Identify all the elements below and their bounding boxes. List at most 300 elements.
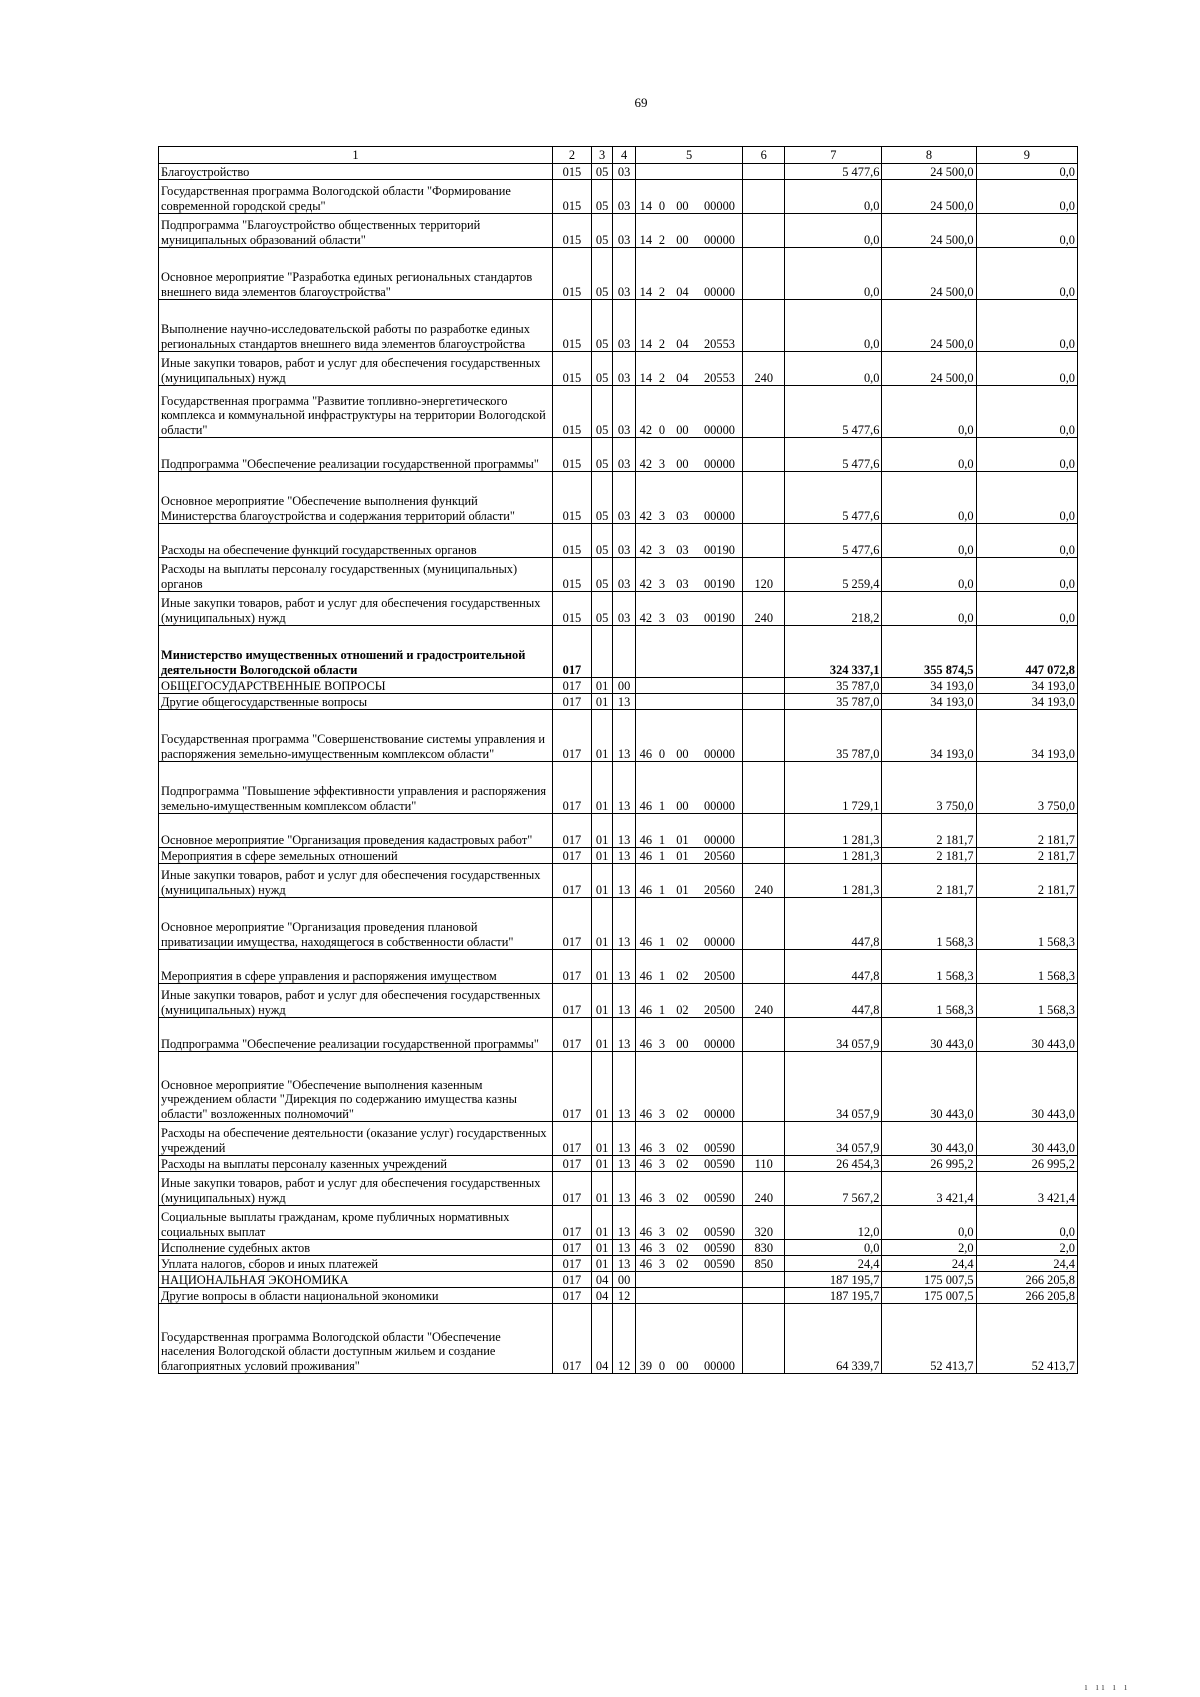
c-vr xyxy=(743,1304,785,1374)
c-amount-1: 35 787,0 xyxy=(785,678,882,694)
c-name: Государственная программа "Совершенствование системы управления и распоряжения земельно-имущественным комплексом области" xyxy=(159,710,553,762)
c-csr-subprogram: 3 xyxy=(656,1156,668,1172)
c-rz: 01 xyxy=(591,898,612,950)
c-amount-1: 447,8 xyxy=(785,898,882,950)
c-amount-1: 187 195,7 xyxy=(785,1288,882,1304)
c-csr-event: 02 xyxy=(668,1122,697,1156)
c-pr: 03 xyxy=(613,214,636,248)
table-row xyxy=(159,1256,1078,1272)
table-row xyxy=(159,1018,1078,1052)
c-amount-3: 447 072,8 xyxy=(976,626,1077,678)
c-csr-program: 46 xyxy=(635,762,655,814)
c-amount-2: 24 500,0 xyxy=(882,180,976,214)
c-amount-2: 0,0 xyxy=(882,472,976,524)
c-amount-3: 2,0 xyxy=(976,1240,1077,1256)
c-csr-program xyxy=(635,626,655,678)
c-amount-2: 175 007,5 xyxy=(882,1288,976,1304)
c-csr-event: 02 xyxy=(668,984,697,1018)
c-ved: 015 xyxy=(552,592,591,626)
c-csr-subprogram: 3 xyxy=(656,1172,668,1206)
c-csr-program: 46 xyxy=(635,1018,655,1052)
c-ved: 017 xyxy=(552,1172,591,1206)
header-col-6: 6 xyxy=(743,147,785,164)
c-amount-2: 30 443,0 xyxy=(882,1122,976,1156)
c-amount-3: 0,0 xyxy=(976,558,1077,592)
c-ved: 017 xyxy=(552,1272,591,1288)
c-csr-program xyxy=(635,1272,655,1288)
c-csr-subprogram: 2 xyxy=(656,248,668,300)
c-rz: 01 xyxy=(591,1256,612,1272)
table-row xyxy=(159,1052,1078,1122)
c-ved: 017 xyxy=(552,1018,591,1052)
c-rz: 04 xyxy=(591,1272,612,1288)
c-csr-program xyxy=(635,1288,655,1304)
table-row xyxy=(159,626,1078,678)
c-vr xyxy=(743,848,785,864)
table-row xyxy=(159,180,1078,214)
c-amount-1: 5 477,6 xyxy=(785,386,882,438)
c-ved: 015 xyxy=(552,248,591,300)
table-row xyxy=(159,164,1078,180)
c-vr: 320 xyxy=(743,1206,785,1240)
c-csr-direction: 20553 xyxy=(697,300,743,352)
header-col-9: 9 xyxy=(976,147,1077,164)
c-amount-2: 2 181,7 xyxy=(882,814,976,848)
c-ved: 017 xyxy=(552,898,591,950)
c-name: Выполнение научно-исследовательской работы по разработке единых региональных стандартов внешнего вида элементов благоустройства xyxy=(159,300,553,352)
c-rz xyxy=(591,626,612,678)
c-csr-event: 00 xyxy=(668,1018,697,1052)
c-name: Государственная программа Вологодской области "Обеспечение населения Вологодской области доступным жильем и создание благоприятных условий проживания" xyxy=(159,1304,553,1374)
c-pr: 03 xyxy=(613,558,636,592)
c-vr xyxy=(743,710,785,762)
c-name: Иные закупки товаров, работ и услуг для обеспечения государственных (муниципальных) нужд xyxy=(159,592,553,626)
c-ved: 017 xyxy=(552,762,591,814)
c-amount-2: 1 568,3 xyxy=(882,898,976,950)
c-csr-event: 01 xyxy=(668,864,697,898)
c-vr xyxy=(743,898,785,950)
c-pr: 03 xyxy=(613,248,636,300)
c-vr: 850 xyxy=(743,1256,785,1272)
header-col-1: 1 xyxy=(159,147,553,164)
c-vr: 240 xyxy=(743,1172,785,1206)
c-name: НАЦИОНАЛЬНАЯ ЭКОНОМИКА xyxy=(159,1272,553,1288)
c-csr-direction: 00590 xyxy=(697,1206,743,1240)
c-csr-event: 02 xyxy=(668,1172,697,1206)
c-amount-2: 355 874,5 xyxy=(882,626,976,678)
c-pr: 12 xyxy=(613,1288,636,1304)
c-ved: 015 xyxy=(552,180,591,214)
table-row xyxy=(159,864,1078,898)
table-row xyxy=(159,762,1078,814)
c-amount-2: 2,0 xyxy=(882,1240,976,1256)
table-row xyxy=(159,300,1078,352)
c-ved: 017 xyxy=(552,1052,591,1122)
c-rz: 01 xyxy=(591,984,612,1018)
c-csr-direction: 00590 xyxy=(697,1122,743,1156)
c-amount-1: 0,0 xyxy=(785,180,882,214)
budget-table xyxy=(158,146,1078,1374)
c-csr-subprogram: 1 xyxy=(656,814,668,848)
c-csr-program: 42 xyxy=(635,438,655,472)
c-csr-event xyxy=(668,626,697,678)
c-csr-event xyxy=(668,694,697,710)
c-amount-2: 26 995,2 xyxy=(882,1156,976,1172)
c-pr: 13 xyxy=(613,762,636,814)
table-row xyxy=(159,524,1078,558)
c-ved: 015 xyxy=(552,558,591,592)
c-csr-program: 42 xyxy=(635,472,655,524)
c-csr-subprogram: 2 xyxy=(656,214,668,248)
c-csr-subprogram: 3 xyxy=(656,1240,668,1256)
c-csr-subprogram: 3 xyxy=(656,1052,668,1122)
c-vr xyxy=(743,300,785,352)
c-amount-2: 2 181,7 xyxy=(882,848,976,864)
c-csr-event xyxy=(668,1272,697,1288)
c-name: Основное мероприятие "Разработка единых региональных стандартов внешнего вида элементов благоустройства" xyxy=(159,248,553,300)
c-ved: 017 xyxy=(552,1256,591,1272)
c-vr: 240 xyxy=(743,864,785,898)
c-amount-1: 34 057,9 xyxy=(785,1052,882,1122)
c-name: Основное мероприятие "Организация проведения плановой приватизации имущества, находящегося в собственности области" xyxy=(159,898,553,950)
c-csr-direction: 00590 xyxy=(697,1256,743,1272)
c-amount-1: 26 454,3 xyxy=(785,1156,882,1172)
c-ved: 017 xyxy=(552,710,591,762)
table-row xyxy=(159,214,1078,248)
c-name: Благоустройство xyxy=(159,164,553,180)
table-row xyxy=(159,592,1078,626)
c-amount-3: 1 568,3 xyxy=(976,950,1077,984)
c-name: Подпрограмма "Благоустройство общественных территорий муниципальных образований области" xyxy=(159,214,553,248)
c-amount-2: 24 500,0 xyxy=(882,164,976,180)
c-amount-1: 5 477,6 xyxy=(785,524,882,558)
c-pr: 13 xyxy=(613,950,636,984)
c-amount-3: 30 443,0 xyxy=(976,1052,1077,1122)
c-amount-1: 1 281,3 xyxy=(785,814,882,848)
c-amount-3: 0,0 xyxy=(976,214,1077,248)
c-amount-3: 30 443,0 xyxy=(976,1018,1077,1052)
c-pr xyxy=(613,626,636,678)
c-amount-3: 0,0 xyxy=(976,472,1077,524)
c-amount-3: 2 181,7 xyxy=(976,814,1077,848)
c-rz: 04 xyxy=(591,1304,612,1374)
c-pr: 13 xyxy=(613,1172,636,1206)
c-vr xyxy=(743,438,785,472)
c-csr-event: 04 xyxy=(668,352,697,386)
c-csr-program: 46 xyxy=(635,864,655,898)
c-amount-3: 0,0 xyxy=(976,180,1077,214)
c-rz: 05 xyxy=(591,164,612,180)
c-rz: 05 xyxy=(591,524,612,558)
c-vr: 830 xyxy=(743,1240,785,1256)
c-amount-2: 175 007,5 xyxy=(882,1272,976,1288)
c-pr: 13 xyxy=(613,1206,636,1240)
c-csr-event: 03 xyxy=(668,592,697,626)
c-vr: 240 xyxy=(743,592,785,626)
c-name: Расходы на обеспечение деятельности (оказание услуг) государственных учреждений xyxy=(159,1122,553,1156)
c-amount-2: 34 193,0 xyxy=(882,678,976,694)
c-name: Подпрограмма "Обеспечение реализации государственной программы" xyxy=(159,1018,553,1052)
c-vr xyxy=(743,164,785,180)
c-amount-1: 24,4 xyxy=(785,1256,882,1272)
c-vr xyxy=(743,524,785,558)
c-amount-3: 52 413,7 xyxy=(976,1304,1077,1374)
header-col-7: 7 xyxy=(785,147,882,164)
c-csr-direction: 00000 xyxy=(697,180,743,214)
c-vr xyxy=(743,1052,785,1122)
c-amount-3: 0,0 xyxy=(976,386,1077,438)
c-csr-direction: 00590 xyxy=(697,1156,743,1172)
c-name: Исполнение судебных актов xyxy=(159,1240,553,1256)
c-ved: 015 xyxy=(552,164,591,180)
c-ved: 017 xyxy=(552,984,591,1018)
c-amount-1: 1 281,3 xyxy=(785,848,882,864)
c-ved: 015 xyxy=(552,300,591,352)
c-csr-subprogram: 1 xyxy=(656,898,668,950)
c-amount-2: 1 568,3 xyxy=(882,950,976,984)
c-csr-program: 46 xyxy=(635,1172,655,1206)
c-csr-subprogram xyxy=(656,678,668,694)
header-col-3: 3 xyxy=(591,147,612,164)
c-amount-1: 12,0 xyxy=(785,1206,882,1240)
table-row xyxy=(159,352,1078,386)
c-rz: 01 xyxy=(591,710,612,762)
c-amount-1: 447,8 xyxy=(785,950,882,984)
c-pr: 13 xyxy=(613,1018,636,1052)
table-row xyxy=(159,1172,1078,1206)
c-vr xyxy=(743,180,785,214)
c-ved: 015 xyxy=(552,524,591,558)
c-rz: 01 xyxy=(591,848,612,864)
c-amount-3: 1 568,3 xyxy=(976,898,1077,950)
c-amount-1: 35 787,0 xyxy=(785,694,882,710)
c-csr-subprogram: 2 xyxy=(656,352,668,386)
c-csr-direction: 00000 xyxy=(697,214,743,248)
c-rz: 01 xyxy=(591,864,612,898)
c-rz: 01 xyxy=(591,1052,612,1122)
c-amount-3: 3 750,0 xyxy=(976,762,1077,814)
c-vr xyxy=(743,626,785,678)
table-row xyxy=(159,1272,1078,1288)
c-csr-subprogram xyxy=(656,626,668,678)
c-name: Уплата налогов, сборов и иных платежей xyxy=(159,1256,553,1272)
c-csr-direction: 00000 xyxy=(697,814,743,848)
c-csr-program: 14 xyxy=(635,300,655,352)
c-csr-direction xyxy=(697,1272,743,1288)
header-col-2: 2 xyxy=(552,147,591,164)
c-csr-event: 02 xyxy=(668,898,697,950)
c-amount-2: 0,0 xyxy=(882,386,976,438)
c-csr-direction: 00000 xyxy=(697,472,743,524)
c-csr-direction: 20560 xyxy=(697,864,743,898)
c-rz: 05 xyxy=(591,558,612,592)
c-csr-direction: 20500 xyxy=(697,984,743,1018)
c-amount-2: 34 193,0 xyxy=(882,710,976,762)
c-pr: 13 xyxy=(613,984,636,1018)
c-vr xyxy=(743,950,785,984)
c-rz: 01 xyxy=(591,762,612,814)
c-pr: 13 xyxy=(613,694,636,710)
c-csr-subprogram: 3 xyxy=(656,472,668,524)
c-csr-program: 42 xyxy=(635,524,655,558)
c-vr: 120 xyxy=(743,558,785,592)
c-ved: 017 xyxy=(552,950,591,984)
c-csr-event: 02 xyxy=(668,1240,697,1256)
c-csr-event: 00 xyxy=(668,180,697,214)
c-vr xyxy=(743,214,785,248)
c-rz: 01 xyxy=(591,1172,612,1206)
c-csr-direction xyxy=(697,164,743,180)
c-csr-subprogram xyxy=(656,164,668,180)
c-rz: 01 xyxy=(591,678,612,694)
c-pr: 03 xyxy=(613,524,636,558)
c-csr-subprogram: 3 xyxy=(656,592,668,626)
c-amount-1: 187 195,7 xyxy=(785,1272,882,1288)
header-row xyxy=(159,147,1078,164)
c-pr: 03 xyxy=(613,386,636,438)
c-amount-2: 30 443,0 xyxy=(882,1018,976,1052)
c-csr-program xyxy=(635,694,655,710)
table-row xyxy=(159,1122,1078,1156)
c-pr: 13 xyxy=(613,1256,636,1272)
c-csr-direction: 00000 xyxy=(697,710,743,762)
c-csr-event: 01 xyxy=(668,848,697,864)
table-row xyxy=(159,386,1078,438)
c-csr-event: 02 xyxy=(668,1052,697,1122)
c-csr-direction: 00190 xyxy=(697,558,743,592)
c-csr-program: 46 xyxy=(635,984,655,1018)
c-csr-program: 14 xyxy=(635,248,655,300)
c-amount-3: 34 193,0 xyxy=(976,694,1077,710)
c-amount-2: 24 500,0 xyxy=(882,300,976,352)
c-csr-event: 04 xyxy=(668,300,697,352)
c-rz: 05 xyxy=(591,472,612,524)
c-pr: 13 xyxy=(613,848,636,864)
c-amount-3: 0,0 xyxy=(976,164,1077,180)
c-csr-event: 01 xyxy=(668,814,697,848)
c-amount-3: 0,0 xyxy=(976,300,1077,352)
c-pr: 03 xyxy=(613,592,636,626)
c-csr-subprogram: 3 xyxy=(656,1256,668,1272)
c-name: Иные закупки товаров, работ и услуг для обеспечения государственных (муниципальных) нужд xyxy=(159,352,553,386)
c-amount-3: 34 193,0 xyxy=(976,678,1077,694)
c-rz: 05 xyxy=(591,300,612,352)
c-csr-event: 02 xyxy=(668,1206,697,1240)
c-csr-subprogram: 3 xyxy=(656,558,668,592)
c-rz: 01 xyxy=(591,1206,612,1240)
c-vr xyxy=(743,1288,785,1304)
c-amount-1: 0,0 xyxy=(785,214,882,248)
c-amount-2: 24 500,0 xyxy=(882,214,976,248)
c-amount-1: 0,0 xyxy=(785,1240,882,1256)
table-row xyxy=(159,1156,1078,1172)
c-csr-subprogram: 1 xyxy=(656,950,668,984)
c-amount-3: 0,0 xyxy=(976,524,1077,558)
c-csr-event: 04 xyxy=(668,248,697,300)
c-amount-1: 1 729,1 xyxy=(785,762,882,814)
c-name: Другие общегосударственные вопросы xyxy=(159,694,553,710)
c-ved: 017 xyxy=(552,1304,591,1374)
c-pr: 03 xyxy=(613,472,636,524)
c-csr-program: 46 xyxy=(635,814,655,848)
c-ved: 015 xyxy=(552,472,591,524)
c-amount-1: 0,0 xyxy=(785,352,882,386)
c-csr-event: 00 xyxy=(668,1304,697,1374)
c-csr-subprogram xyxy=(656,1272,668,1288)
c-csr-program: 46 xyxy=(635,1240,655,1256)
table-row xyxy=(159,848,1078,864)
c-amount-2: 24 500,0 xyxy=(882,352,976,386)
c-csr-event: 00 xyxy=(668,710,697,762)
c-pr: 13 xyxy=(613,898,636,950)
c-ved: 017 xyxy=(552,848,591,864)
c-csr-subprogram: 0 xyxy=(656,710,668,762)
header-col-8: 8 xyxy=(882,147,976,164)
c-csr-direction xyxy=(697,678,743,694)
c-csr-direction: 00000 xyxy=(697,898,743,950)
c-amount-1: 0,0 xyxy=(785,300,882,352)
c-rz: 05 xyxy=(591,386,612,438)
c-csr-direction: 00000 xyxy=(697,1052,743,1122)
c-ved: 017 xyxy=(552,1156,591,1172)
c-csr-program: 14 xyxy=(635,180,655,214)
c-csr-direction: 00000 xyxy=(697,386,743,438)
c-csr-subprogram: 1 xyxy=(656,762,668,814)
c-ved: 017 xyxy=(552,678,591,694)
c-pr: 00 xyxy=(613,1272,636,1288)
c-vr xyxy=(743,248,785,300)
c-csr-event: 00 xyxy=(668,386,697,438)
c-ved: 015 xyxy=(552,386,591,438)
c-name: Социальные выплаты гражданам, кроме публичных нормативных социальных выплат xyxy=(159,1206,553,1240)
header-col-5: 5 xyxy=(635,147,742,164)
c-csr-direction: 00590 xyxy=(697,1172,743,1206)
c-amount-1: 34 057,9 xyxy=(785,1018,882,1052)
c-amount-1: 218,2 xyxy=(785,592,882,626)
c-csr-event xyxy=(668,678,697,694)
c-amount-1: 7 567,2 xyxy=(785,1172,882,1206)
c-csr-program: 42 xyxy=(635,386,655,438)
c-amount-3: 1 568,3 xyxy=(976,984,1077,1018)
c-amount-1: 35 787,0 xyxy=(785,710,882,762)
c-name: Подпрограмма "Повышение эффективности управления и распоряжения земельно-имущественным комплексом области" xyxy=(159,762,553,814)
c-csr-direction: 00000 xyxy=(697,1018,743,1052)
c-vr: 110 xyxy=(743,1156,785,1172)
c-rz: 01 xyxy=(591,694,612,710)
c-rz: 01 xyxy=(591,814,612,848)
c-csr-event: 00 xyxy=(668,438,697,472)
c-pr: 03 xyxy=(613,180,636,214)
c-rz: 05 xyxy=(591,352,612,386)
table-row xyxy=(159,558,1078,592)
c-vr: 240 xyxy=(743,984,785,1018)
c-name: Подпрограмма "Обеспечение реализации государственной программы" xyxy=(159,438,553,472)
c-csr-subprogram: 1 xyxy=(656,864,668,898)
c-pr: 13 xyxy=(613,814,636,848)
c-amount-3: 24,4 xyxy=(976,1256,1077,1272)
c-name: Основное мероприятие "Обеспечение выполнения казенным учреждением области "Дирекция по содержанию имущества казны области" возложенных полномочий" xyxy=(159,1052,553,1122)
c-amount-1: 324 337,1 xyxy=(785,626,882,678)
c-ved: 017 xyxy=(552,694,591,710)
c-pr: 13 xyxy=(613,1052,636,1122)
c-pr: 13 xyxy=(613,1156,636,1172)
c-csr-program: 46 xyxy=(635,710,655,762)
table-row xyxy=(159,678,1078,694)
c-csr-subprogram: 3 xyxy=(656,438,668,472)
c-csr-subprogram: 0 xyxy=(656,180,668,214)
c-csr-event: 02 xyxy=(668,1256,697,1272)
c-amount-3: 30 443,0 xyxy=(976,1122,1077,1156)
